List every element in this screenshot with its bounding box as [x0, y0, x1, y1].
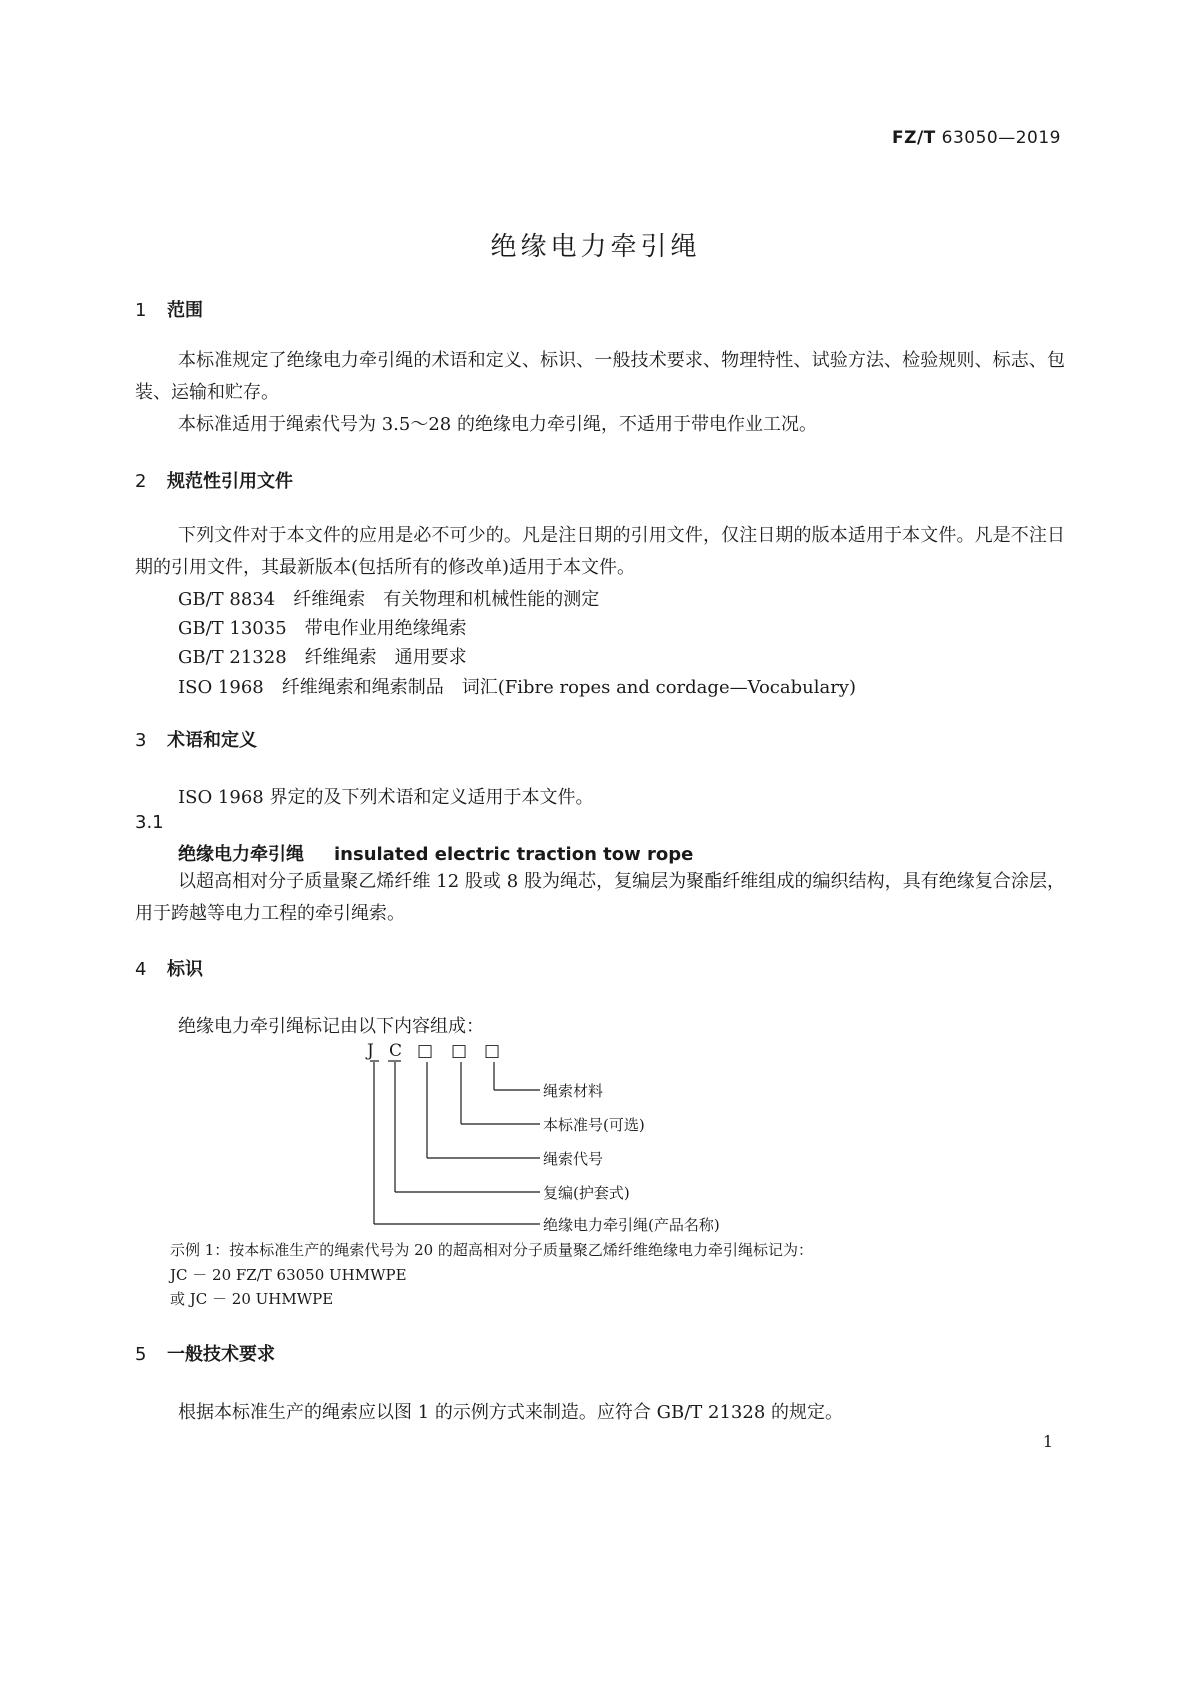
section-5-number: 5: [135, 1344, 147, 1365]
marking-label: 绳索材料: [543, 1082, 604, 1100]
section-5-heading: [135, 1340, 275, 1366]
standard-prefix: FZ/T: [892, 128, 936, 148]
marking-placeholder-box: □: [417, 1041, 434, 1061]
reference-item: GB/T 21328 纤维绳索 通用要求: [178, 647, 467, 668]
section-5-title: 一般技术要求: [167, 1344, 275, 1365]
section-2-title: 规范性引用文件: [167, 471, 293, 492]
term-definition: 以超高相对分子质量聚乙烯纤维 12 股或 8 股为绳芯，复编层为聚酯纤维组成的编织结构，具有绝缘复合涂层，用于跨越等电力工程的牵引绳索。: [135, 871, 1065, 924]
section-1-title: 范围: [167, 300, 203, 321]
example-line-1: JC － 20 FZ/T 63050 UHMWPE: [170, 1266, 407, 1284]
reference-item: ISO 1968 纤维绳索和绳索制品 词汇(Fibre ropes and cordage—Vocabulary): [178, 677, 856, 698]
section-2-number: 2: [135, 471, 147, 492]
marking-label: 绝缘电力牵引绳(产品名称): [543, 1216, 720, 1234]
term-chinese: 绝缘电力牵引绳: [178, 844, 304, 865]
section-3-title: 术语和定义: [167, 730, 257, 751]
term-english: insulated electric traction tow rope: [334, 844, 694, 865]
example-line-2: 或 JC － 20 UHMWPE: [170, 1290, 334, 1308]
subsection-number: 3.1: [135, 812, 164, 833]
page-number: 1: [1042, 1432, 1053, 1451]
marking-label: 绳索代号: [543, 1150, 604, 1168]
section-2-paragraph-1: 下列文件对于本文件的应用是必不可少的。凡是注日期的引用文件，仅注日期的版本适用于本文件。凡是不注日期的引用文件，其最新版本(包括所有的修改单)适用于本文件。: [135, 525, 1065, 578]
section-3-number: 3: [135, 730, 147, 751]
section-1-number: 1: [135, 300, 147, 321]
section-4-number: 4: [135, 959, 147, 980]
marking-char-j: J: [367, 1041, 374, 1061]
example-title: 示例 1：按本标准生产的绳索代号为 20 的超高相对分子质量聚乙烯纤维绝缘电力牵引绳标记为：: [170, 1241, 813, 1259]
reference-item: GB/T 13035 带电作业用绝缘绳索: [178, 618, 467, 639]
marking-label: 本标准号(可选): [543, 1116, 645, 1134]
marking-label: 复编(护套式): [543, 1184, 630, 1202]
marking-placeholder-box: □: [484, 1041, 501, 1061]
section-4-title: 标识: [167, 959, 203, 980]
section-5-paragraph-1: 根据本标准生产的绳索应以图 1 的示例方式来制造。应符合 GB/T 21328 的规定。: [178, 1402, 843, 1423]
document-title: 绝缘电力牵引绳: [490, 232, 701, 262]
standard-number: 63050—2019: [941, 128, 1061, 148]
section-1-paragraph-1: 本标准规定了绝缘电力牵引绳的术语和定义、标识、一般技术要求、物理特性、试验方法、检验规则、标志、包装、运输和贮存。: [135, 350, 1065, 403]
reference-item: GB/T 8834 纤维绳索 有关物理和机械性能的测定: [178, 589, 600, 610]
section-3-paragraph-1: ISO 1968 界定的及下列术语和定义适用于本文件。: [178, 787, 594, 808]
marking-placeholder-box: □: [451, 1041, 468, 1061]
marking-char-c: C: [389, 1041, 403, 1061]
section-4-paragraph-1: 绝缘电力牵引绳标记由以下内容组成：: [178, 1016, 484, 1037]
section-1-paragraph-2: 本标准适用于绳索代号为 3.5～28 的绝缘电力牵引绳，不适用于带电作业工况。: [178, 414, 817, 435]
